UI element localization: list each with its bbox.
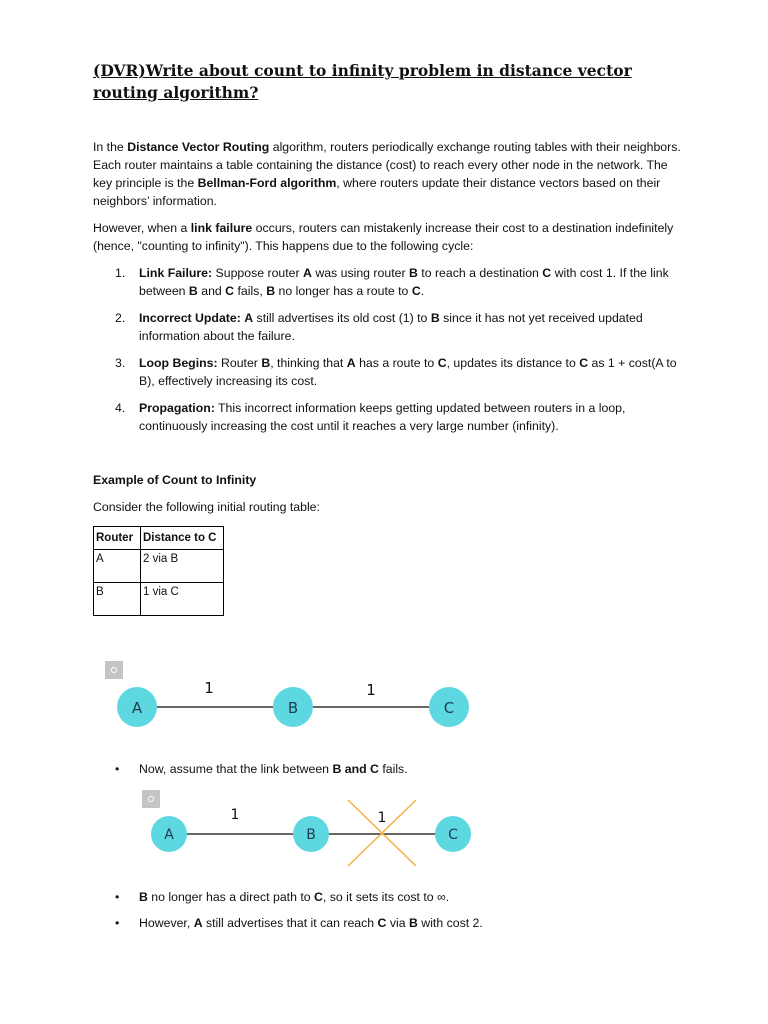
intro-bold-bellman-ford: Bellman-Ford algorithm bbox=[197, 176, 337, 190]
bullet-text-part: still advertises that it can reach bbox=[202, 916, 378, 930]
step-bold: C bbox=[411, 284, 421, 298]
bullet-text-part: with cost 2. bbox=[417, 916, 483, 930]
table-row bbox=[94, 550, 224, 583]
step-text: , thinking that bbox=[270, 356, 347, 370]
step-text: This incorrect information keeps getting updated between routers in a loop, continuously increasing the cost until it reaches a very large number (infinity). bbox=[139, 401, 626, 433]
table-row bbox=[94, 583, 224, 616]
network-diagram-failed bbox=[0, 790, 768, 875]
step-text: with cost 1. If the link between bbox=[139, 266, 669, 298]
bullet-dot: • bbox=[115, 890, 120, 904]
para2-text-1: However, when a bbox=[93, 221, 191, 235]
intro-paragraph bbox=[93, 138, 683, 210]
step-text: Suppose router bbox=[212, 266, 304, 280]
bullet-text bbox=[139, 888, 449, 906]
step-text: to reach a destination bbox=[417, 266, 543, 280]
bullet-text-part: Now, assume that the link between bbox=[139, 762, 333, 776]
step-bold: C bbox=[579, 356, 589, 370]
table-header-row bbox=[94, 527, 224, 550]
step-text: has a route to bbox=[355, 356, 438, 370]
step-text: Router bbox=[217, 356, 262, 370]
table-header: Distance to C bbox=[141, 527, 224, 550]
step-bold: B bbox=[261, 356, 271, 370]
step-label: Loop Begins: bbox=[139, 356, 218, 370]
node-label-a: A bbox=[131, 699, 143, 717]
bullet-text-part: However, bbox=[139, 916, 194, 930]
list-number: 1. bbox=[115, 266, 126, 280]
step-text: no longer has a route to bbox=[275, 284, 412, 298]
step-bold: B bbox=[188, 284, 198, 298]
table-cell: B bbox=[94, 583, 141, 616]
example-heading: Example of Count to Infinity bbox=[93, 473, 257, 487]
list-item bbox=[93, 399, 683, 435]
edge-cost-ab: 1 bbox=[204, 679, 214, 697]
page-title: (DVR)Write about count to infinity problem in distance vector routing algorithm? bbox=[93, 61, 632, 102]
step-text: . bbox=[420, 284, 425, 298]
node-label-c: C bbox=[443, 699, 455, 717]
step-text: still advertises its old cost (1) to bbox=[253, 311, 431, 325]
para2-bold-link-failure: link failure bbox=[190, 221, 253, 235]
list-item bbox=[93, 354, 683, 390]
step-text: since it has not yet received updated information about the failure. bbox=[139, 311, 643, 343]
step-bold: B bbox=[408, 266, 418, 280]
node-label-b: B bbox=[287, 699, 299, 717]
list-item bbox=[93, 309, 683, 345]
step-text: , updates its distance to bbox=[446, 356, 580, 370]
link-failure-paragraph bbox=[93, 219, 683, 255]
bullet-text-part: fails. bbox=[378, 762, 408, 776]
list-number: 3. bbox=[115, 356, 126, 370]
intro-text-1: In the bbox=[93, 140, 128, 154]
edge-cost-ab: 1 bbox=[230, 807, 240, 823]
consider-text: Consider the following initial routing table: bbox=[93, 500, 320, 514]
bullet-bold: B bbox=[409, 916, 418, 930]
para2-text-2: occurs, routers can mistakenly increase their cost to a destination indefinitely (hence, "counting to infinity"). This happens due to the following cycle: bbox=[93, 221, 674, 253]
bullet-bold: B and C bbox=[332, 762, 379, 776]
step-label: Incorrect Update: bbox=[139, 311, 241, 325]
step-text: fails, bbox=[234, 284, 267, 298]
table-header: Router bbox=[94, 527, 141, 550]
step-bold: C bbox=[437, 356, 447, 370]
step-label: Propagation: bbox=[139, 401, 215, 415]
cycle-steps-list bbox=[93, 264, 683, 444]
step-bold: B bbox=[430, 311, 440, 325]
step-bold: C bbox=[542, 266, 552, 280]
list-number: 2. bbox=[115, 311, 126, 325]
node-label-b: B bbox=[306, 827, 316, 843]
step-bold: A bbox=[303, 266, 312, 280]
step-bold: A bbox=[244, 311, 254, 325]
intro-text-3: , where routers update their distance vectors based on their neighbors’ information. bbox=[93, 176, 661, 208]
routing-table bbox=[93, 526, 224, 616]
bullet-bold: C bbox=[377, 916, 387, 930]
edge-cost-bc: 1 bbox=[377, 810, 387, 826]
bullet-bold: B bbox=[139, 890, 148, 904]
bullet-bold: C bbox=[314, 890, 323, 904]
intro-bold-dvr: Distance Vector Routing bbox=[127, 140, 270, 154]
network-diagram-initial bbox=[0, 650, 768, 760]
step-bold: A bbox=[346, 356, 356, 370]
bullet-dot: • bbox=[115, 916, 120, 930]
step-text: as 1 + cost(A to B), effectively increasing its cost. bbox=[139, 356, 677, 388]
table-cell: 1 via C bbox=[141, 583, 224, 616]
step-text: and bbox=[197, 284, 226, 298]
bullet-text-part: , so it sets its cost to ∞. bbox=[322, 890, 450, 904]
list-number: 4. bbox=[115, 401, 126, 415]
bullet-dot: • bbox=[115, 762, 120, 776]
step-bold: C bbox=[225, 284, 235, 298]
bullet-text-part: no longer has a direct path to bbox=[147, 890, 315, 904]
step-text: was using router bbox=[311, 266, 409, 280]
step-bold: B bbox=[266, 284, 276, 298]
intro-text-2: algorithm, routers periodically exchange routing tables with their neighbors. Each router maintains a table containing the distance (cost) to reach every other node in the network. The key principle is the bbox=[93, 140, 681, 190]
edge-cost-bc: 1 bbox=[366, 681, 376, 699]
node-label-a: A bbox=[164, 827, 174, 843]
bullet-text bbox=[139, 914, 483, 932]
list-item bbox=[93, 264, 683, 300]
table-cell: 2 via B bbox=[141, 550, 224, 583]
node-label-c: C bbox=[448, 827, 458, 843]
bullet-text-part: via bbox=[386, 916, 409, 930]
bullet-text bbox=[139, 760, 408, 778]
table-cell: A bbox=[94, 550, 141, 583]
bullet-bold: A bbox=[193, 916, 203, 930]
step-label: Link Failure: bbox=[139, 266, 213, 280]
